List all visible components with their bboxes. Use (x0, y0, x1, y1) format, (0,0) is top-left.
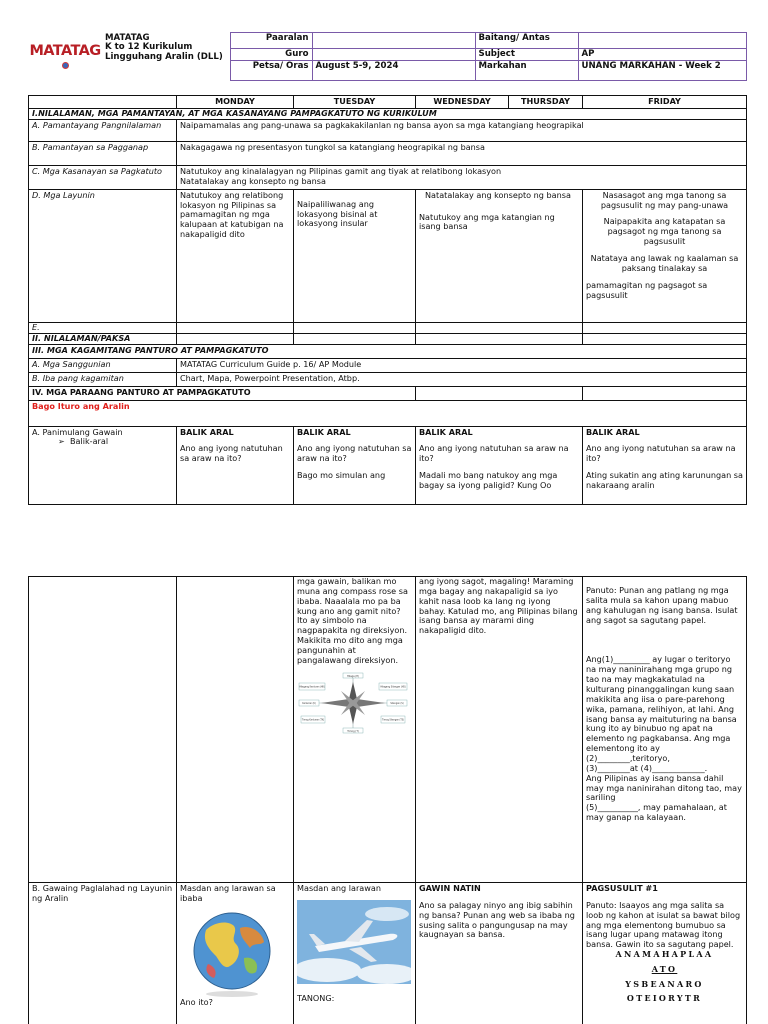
compass-label-s: Timog (T) (347, 729, 359, 733)
fri-fill-in-paragraph: Ang(1)_________ ay lugar o teritoryo na may naninirahang mga grupo ng tao na may magkakatulad na kulturang pinanggalingan kung saan makikita ang iisa o pare-parehong wika, pamana, relihiyon, at lahi. Ang isang bansa ay maituturing na bansa kung ito ay binubuo ng apat na elemento ng pagkabansa. Ang mga elementong ito ay (586, 654, 737, 754)
compass-label-nw: Hilagang Kanluran (HK) (299, 685, 325, 689)
ii-tuesday (294, 333, 416, 344)
panimula-wednesday (416, 426, 583, 504)
logo-cell (28, 33, 102, 81)
ii-wednesday (416, 333, 583, 344)
panimula-wed-text-2: Madali mo bang natukoy ang mga bagay sa iyong paligid? Kung Oo (419, 470, 558, 491)
logo-tagline (62, 62, 69, 69)
compass-rose-icon (297, 672, 409, 734)
fri-fill-line-3: (3)________at (4)_____________. (586, 762, 708, 773)
panimula-mon-text: Ano ang iyong natutuhan sa araw na ito? (180, 443, 283, 464)
compass-label-se: Timog Silangan (TS) (381, 718, 405, 722)
cont-tuesday (294, 577, 416, 883)
globe-picture (180, 906, 284, 998)
layunin-friday (583, 189, 747, 322)
panimula-tue-text-2: Bago mo simulan ang (297, 470, 386, 481)
row-label-e: E. (29, 322, 177, 333)
ii-monday (177, 333, 294, 344)
scrambled-word-2: ATO (651, 963, 678, 974)
gawain-b-wednesday (416, 883, 583, 1024)
layunin-wednesday (416, 189, 583, 322)
fri-fill-line-2: (2)________,teritoryo, (586, 753, 670, 764)
compass-rose-figure (297, 672, 412, 737)
layunin-fri-line-4: pamamagitan ng pagsagot sa pagsusulit (586, 279, 708, 300)
day-header-monday: MONDAY (177, 96, 294, 109)
title-line-2: K to 12 Kurikulum (105, 42, 193, 53)
markahan-label: Markahan (475, 61, 578, 81)
dll-header-table (28, 32, 747, 81)
row-label-mga-kasanayan: C. Mga Kasanayan sa Pagkatuto (29, 165, 177, 189)
title-line-1: MATATAG (105, 32, 150, 43)
logo-wordmark: MATATAG (29, 43, 101, 60)
e-monday (177, 322, 294, 333)
markahan-value: UNANG MARKAHAN - Week 2 (578, 61, 746, 81)
balik-aral-bullet (32, 437, 173, 447)
scrambled-word-3: YSBEANARO (625, 978, 704, 989)
cont-friday (583, 577, 747, 883)
e-friday (583, 322, 747, 333)
matatag-logo (28, 34, 102, 80)
cont-monday (177, 577, 294, 883)
fri-fill-line-5: (5)__________, may pamahalaan, at may ganap na kalayaan. (586, 802, 727, 823)
layunin-fri-line-2: Naipapakita ang katapatan sa pagsagot ng mga tanong sa pagsusulit (603, 216, 726, 247)
petsa-value: August 5-9, 2024 (312, 61, 475, 81)
gawin-natin-text: Ano sa palagay ninyo ang ibig sabihin ng bansa? Punan ang web sa ibaba ng susing salita o pangungusap na may kaugnayan sa bansa. (419, 899, 575, 940)
layunin-monday: Natutukoy ang relatibong lokasyon ng Pilipinas sa pamamagitan ng mga kalupaan at katubigan na nakapaligid dito (177, 189, 294, 322)
title-line-3: Lingguhang Aralin (DLL) (105, 51, 223, 62)
corner-cell (29, 96, 177, 109)
pagsusulit-instruction: Panuto: Isaayos ang mga salita sa loob ng kahon at isulat sa bawat bilog ang mga elementong bumubuo sa isang lugar upang matawag itong bansa. Gawin ito sa sagutang papel. (586, 899, 741, 950)
balik-aral-heading-mon: BALIK ARAL (180, 426, 234, 437)
bago-ituro-heading: Bago Ituro ang Aralin (29, 400, 747, 426)
row-label-mga-layunin: D. Mga Layunin (29, 189, 177, 322)
compass-label-ne: Hilagang Silangan (HS) (380, 685, 406, 689)
compass-label-w: Kanluran (K) (302, 701, 316, 705)
panimula-tuesday (294, 426, 416, 504)
balik-aral-heading-fri: BALIK ARAL (586, 426, 640, 437)
cont-label-cell (29, 577, 177, 883)
day-header-tuesday: TUESDAY (294, 96, 416, 109)
panimula-tue-text-1: Ano ang iyong natutuhan sa araw na ito? (297, 443, 412, 464)
kasanayan-line-2: Natatalakay ang konsepto ng bansa (180, 175, 326, 186)
baitang-label: Baitang/ Antas (475, 33, 578, 49)
balik-aral-sublabel: Balik-aral (69, 436, 109, 447)
panimulang-gawain-label: A. Panimulang Gawain (32, 426, 123, 437)
wed-continuation-text: ang iyong sagot, magaling! Maraming mga bagay ang nakapaligid sa iyo kahit nasa loob ka lang ng iyong bahay. Katulad mo, ang Pilipinas bilang isang bansa ay marami ding nakapaligid dito. (419, 576, 578, 636)
gawain-b-tuesday (294, 883, 416, 1024)
balik-aral-heading-tue: BALIK ARAL (297, 426, 351, 437)
fri-fill-line-4: Ang Pilipinas ay isang bansa dahil may mga naninirahan ditong tao, may sariling (586, 772, 742, 803)
petsa-label: Petsa/ Oras (230, 61, 312, 81)
gawain-mon-question: Ano ito? (180, 996, 213, 1007)
mga-kasanayan-text (177, 165, 747, 189)
e-tuesday (294, 322, 416, 333)
layunin-tuesday (294, 189, 416, 322)
paaralan-label: Paaralan (230, 33, 312, 49)
kasanayan-line-1: Natutukoy ang kinalalagyan ng Pilipinas gamit ang tiyak at relatibong lokasyon (180, 165, 502, 176)
section-i-title: I.NILALAMAN, MGA PAMANTAYAN, AT MGA KASANAYANG PAMPAGKATUTO NG KURIKULUM (29, 108, 747, 119)
guro-label: Guro (230, 49, 312, 61)
gawain-b-friday (583, 883, 747, 1024)
gawain-tue-instruction: Masdan ang larawan (297, 883, 381, 893)
pamantayan-sa-pagganap-text: Nakagagawa ng presentasyon tungkol sa katangiang heograpikal ng bansa (177, 141, 747, 165)
dll-continuation-table (28, 576, 747, 1024)
compass-label-sw: Timog Kanluran (TK) (301, 718, 325, 722)
balik-aral-heading-wed: BALIK ARAL (419, 426, 473, 437)
ii-friday (583, 333, 747, 344)
paaralan-value (312, 33, 475, 49)
compass-label-n: Hilaga (H) (347, 674, 359, 678)
panimula-wed-text-1: Ano ang iyong natutuhan sa araw na ito? (419, 443, 569, 464)
pamantayang-pangnilalaman-text: Naipamamalas ang pang-unawa sa pagkakakilanlan ng bansa ayon sa mga katangiang heograpikal (177, 119, 747, 141)
gawin-natin-heading: GAWIN NATIN (419, 883, 481, 893)
gawain-b-monday (177, 883, 294, 1024)
iv-wednesday (416, 386, 583, 400)
subject-label: Subject (475, 49, 578, 61)
panimulang-gawain-label-cell (29, 426, 177, 504)
iv-friday (583, 386, 747, 400)
layunin-fri-line-3: Natataya ang lawak ng kaalaman sa paksang tinalakay sa (590, 253, 739, 273)
airplane-picture (297, 900, 411, 984)
day-header-thursday: THURSDAY (509, 96, 583, 109)
subject-value: AP (578, 49, 746, 61)
layunin-wed-line-2: Natutukoy ang mga katangian ng isang bansa (419, 211, 555, 232)
compass-rose-intro-text: mga gawain, balikan mo muna ang compass rose sa ibaba. Naaalala mo pa ba kung ano ang gamit nito? Ito ay simbolo na nagpapakita ng direksiyon. Makikita mo dito ang mga pangunahin at pangalawang direksiyon. (297, 576, 408, 665)
pagsusulit-heading: PAGSUSULIT #1 (586, 883, 658, 893)
panimula-monday (177, 426, 294, 504)
layunin-tuesday-text: Naipaliliwanag ang lokasyong bisinal at lokasyong insular (297, 198, 378, 229)
row-label-iba-pang-kagamitan: B. Iba pang kagamitan (29, 372, 177, 386)
iba-pang-kagamitan-text: Chart, Mapa, Powerpoint Presentation, Atbp. (177, 372, 747, 386)
fri-panuto-text: Panuto: Punan ang patlang ng mga salita mula sa kahon upang mabuo ang kahulugan ng isang bansa. Isulat ang sagot sa sagutang papel. (586, 585, 738, 625)
logo-emblem-icon (62, 62, 69, 69)
layunin-fri-line-1: Nasasagot ang mga tanong sa pagsusulit ng may pang-unawa (600, 189, 729, 210)
panimula-friday (583, 426, 747, 504)
cont-wednesday (416, 577, 583, 883)
row-label-pamantayang-pangnilalaman: A. Pamantayang Pangnilalaman (29, 119, 177, 141)
panimula-fri-text-2: Ating sukatin ang ating karunungan sa nakaraang aralin (586, 470, 743, 491)
day-header-friday: FRIDAY (583, 96, 747, 109)
panimula-fri-text-1: Ano ang iyong natutuhan sa araw na ito? (586, 443, 736, 464)
gawain-tue-question: TANONG: (297, 992, 335, 1003)
gawain-mon-instruction: Masdan ang larawan sa ibaba (180, 883, 276, 903)
section-iv-title: IV. MGA PARAANG PANTURO AT PAMPAGKATUTO (29, 386, 416, 400)
scrambled-word-1: ANAMAHAPLAA (615, 949, 714, 960)
row-label-pamantayan-sa-pagganap: B. Pamantayan sa Pagganap (29, 141, 177, 165)
layunin-wed-line-1: Natatalakay ang konsepto ng bansa (425, 189, 571, 200)
section-iii-title: III. MGA KAGAMITANG PANTURO AT PAMPAGKATUTO (29, 344, 747, 358)
baitang-value (578, 33, 746, 49)
scrambled-word-4: OTEIORYTR (626, 993, 703, 1004)
dll-main-table (28, 95, 747, 505)
day-header-wednesday: WEDNESDAY (416, 96, 509, 109)
e-wednesday (416, 322, 583, 333)
arrow-bullet-icon: ➢ (58, 436, 65, 447)
dll-title-block (102, 33, 230, 81)
guro-value (312, 49, 475, 61)
row-label-mga-sanggunian: A. Mga Sanggunian (29, 358, 177, 372)
sanggunian-text: MATATAG Curriculum Guide p. 16/ AP Module (177, 358, 747, 372)
compass-label-e: Silangan (S) (390, 701, 404, 705)
gawain-b-label: B. Gawaing Paglalahad ng Layunin ng Aralin (29, 883, 177, 1024)
section-ii-title: II. NILALAMAN/PAKSA (29, 333, 177, 344)
